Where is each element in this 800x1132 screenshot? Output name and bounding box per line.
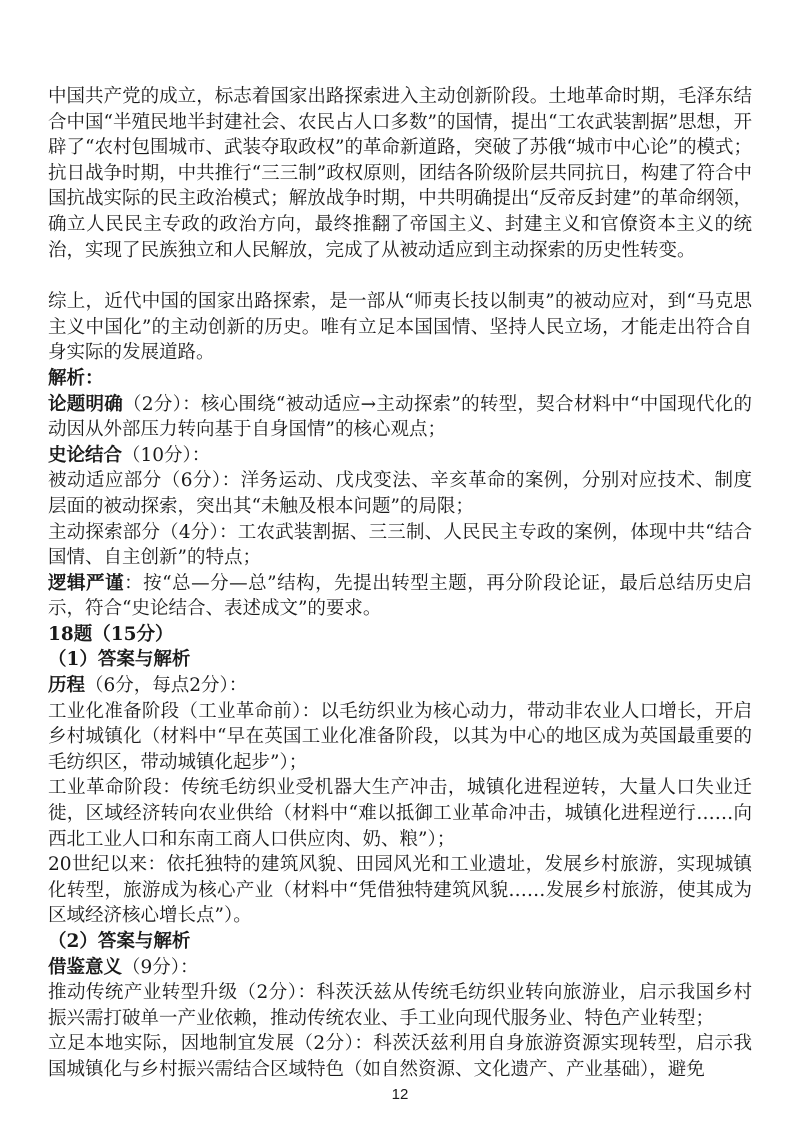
significance-point-1: 推动传统产业转型升级（2分）：科茨沃兹从传统毛纺织业转向旅游业，启示我国乡村振兴需打破单一产业依赖，推动传统农业、手工业向现代服务业、特色产业转型； xyxy=(48,982,752,1029)
stage-2: 工业革命阶段：传统毛纺织业受机器大生产冲击，城镇化进程逆转，大量人口失业迁徙，区域经济转向农业供给（材料中“难以抵御工业革命冲击，城镇化进程逆行……向西北工业人口和东南工商人口供应肉、奶、粮”）； xyxy=(48,777,752,850)
criterion-logic: 逻辑严谨：按“总—分—总”结构，先提出转型主题，再分阶段论证，最后总结历史启示，符合“史论结合、表述成文”的要求。 xyxy=(48,572,752,620)
criterion-topic: 论题明确（2分）：核心围绕“被动适应→主动探索”的转型，契合材料中“中国现代化的动因从外部压力转向基于自身国情”的核心观点； xyxy=(48,393,752,441)
stage-1: 工业化准备阶段（工业革命前）：以毛纺织业为核心动力，带动非农业人口增长，开启乡村城镇化（材料中“早在英国工业化准备阶段，以其为中心的地区成为英国最重要的毛纺织区，带动城镇化起步”）； xyxy=(48,700,752,773)
body-paragraph: 综上，近代中国的国家出路探索，是一部从“师夷长技以制夷”的被动应对，到“马克思主义中国化”的主动创新的历史。唯有立足本国国情、坚持人民立场，才能走出符合自身实际的发展道路。 xyxy=(48,291,752,364)
body-paragraph: 中国共产党的成立，标志着国家出路探索进入主动创新阶段。土地革命时期，毛泽东结合中国“半殖民地半封建社会、农民占人口多数”的国情，提出“工农武装割据”思想，开辟了“农村包围城市、武装夺取政权”的革命新道路，突破了苏俄“城市中心论”的模式；抗日战争时期，中共推行“三三制”政权原则，团结各阶级阶层共同抗日，构建了符合中国抗战实际的民主政治模式；解放战争时期，中共明确提出“反帝反封建”的革命纲领，确立人民民主专政的政治方向，最终推翻了帝国主义、封建主义和官僚资本主义的统治，实现了民族独立和人民解放，完成了从被动适应到主动探索的历史性转变。 xyxy=(48,86,752,261)
significance-heading: 借鉴意义（9分）： xyxy=(48,956,199,978)
analysis-heading: 解析： xyxy=(48,367,104,389)
criterion-history-theory: 史论结合（10分）： xyxy=(48,444,211,466)
stage-3: 20世纪以来：依托独特的建筑风貌、田园风光和工业遗址，发展乡村旅游，实现城镇化转型，旅游成为核心产业（材料中“凭借独特建筑风貌……发展乡村旅游，使其成为区域经济核心增长点”）。 xyxy=(48,854,752,927)
process-heading: 历程（6分，每点2分）： xyxy=(48,675,248,697)
question-18-heading: 18题（15分） xyxy=(48,623,174,645)
paragraph-gap xyxy=(48,263,752,289)
part-2-heading: （2）答案与解析 xyxy=(48,931,191,952)
active-part: 主动探索部分（4分）：工农武装割据、三三制、人民民主专政的案例，体现中共“结合国情、自主创新”的特点； xyxy=(48,521,752,569)
page-number: 12 xyxy=(391,1086,409,1103)
document-body xyxy=(48,84,752,1083)
part-1-heading: （1）答案与解析 xyxy=(48,649,191,671)
passive-part: 被动适应部分（6分）：洋务运动、戊戌变法、辛亥革命的案例，分别对应技术、制度层面的被动探索，突出其“未触及根本问题”的局限； xyxy=(48,470,752,517)
significance-point-2: 立足本地实际，因地制宜发展（2分）：科茨沃兹利用自身旅游资源实现转型，启示我国城镇化与乡村振兴需结合区域特色（如自然资源、文化遗产、产业基础），避免 xyxy=(48,1033,752,1080)
